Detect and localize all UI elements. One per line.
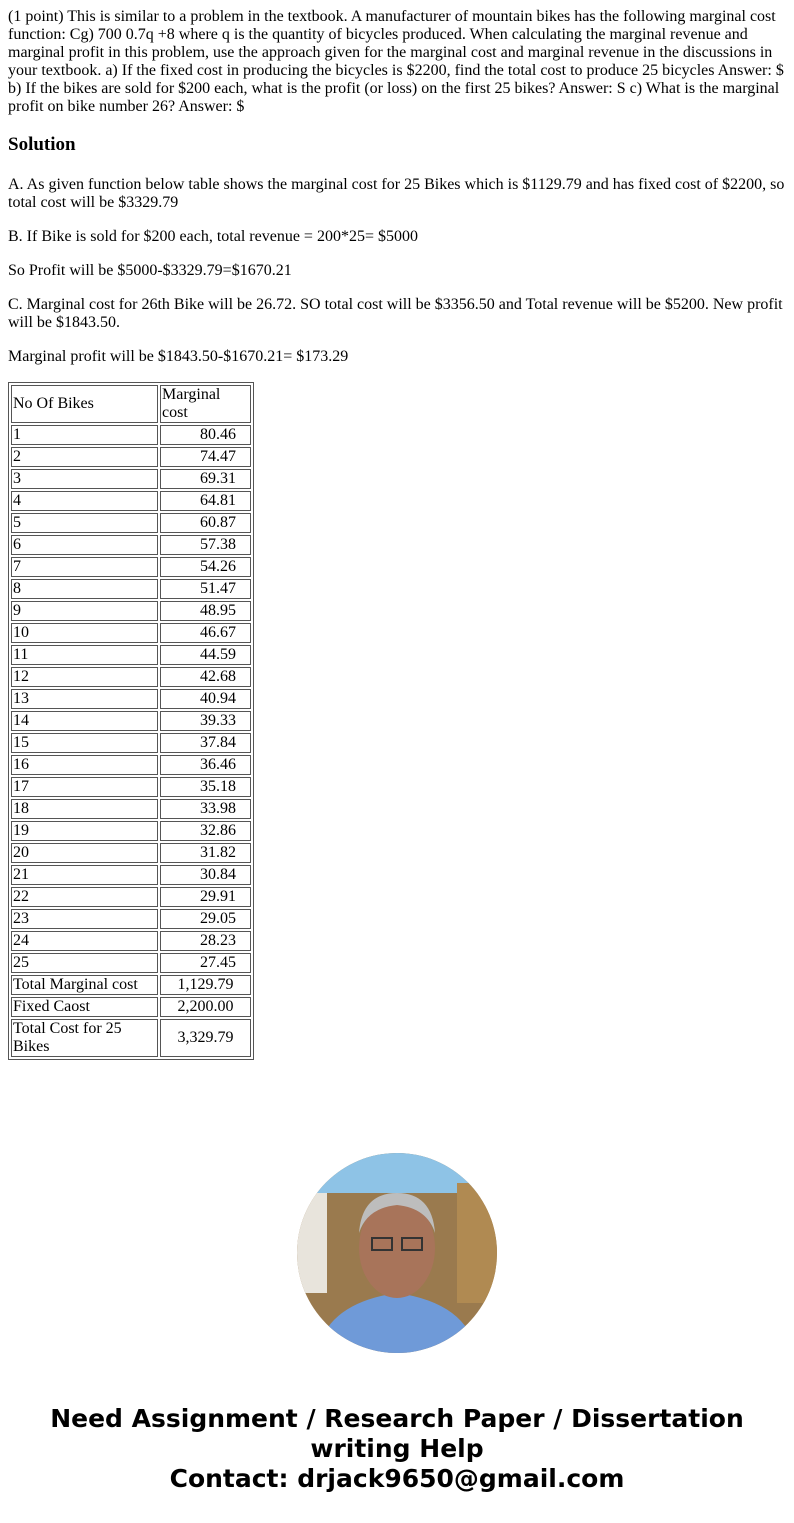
- marginal-cost: 40.94: [160, 689, 251, 709]
- marginal-cost: 39.33: [160, 711, 251, 731]
- bike-number: 24: [11, 931, 158, 951]
- table-row: [11, 513, 251, 533]
- bike-number: 12: [11, 667, 158, 687]
- bike-number: 6: [11, 535, 158, 555]
- total-label: Fixed Caost: [11, 997, 158, 1017]
- marginal-cost: 31.82: [160, 843, 251, 863]
- solution-paragraph: A. As given function below table shows the marginal cost for 25 Bikes which is $1129.79 and has fixed cost of $2200, so total cost will be $3329.79: [8, 176, 785, 211]
- marginal-cost: 28.23: [160, 931, 251, 951]
- bike-number: 15: [11, 733, 158, 753]
- bike-number: 17: [11, 777, 158, 797]
- solution-paragraph: B. If Bike is sold for $200 each, total revenue = 200*25= $5000: [8, 228, 418, 245]
- marginal-cost: 44.59: [160, 645, 251, 665]
- table-row: [11, 931, 251, 951]
- header-cell: No Of Bikes: [11, 385, 158, 423]
- bike-number: 4: [11, 491, 158, 511]
- table-row: [11, 425, 251, 445]
- table-row: [11, 843, 251, 863]
- table-row: [11, 469, 251, 489]
- bike-number: 5: [11, 513, 158, 533]
- table-row: [11, 799, 251, 819]
- marginal-cost: 37.84: [160, 733, 251, 753]
- bike-number: 9: [11, 601, 158, 621]
- bike-number: 20: [11, 843, 158, 863]
- total-value: 1,129.79: [160, 975, 251, 995]
- solution-paragraph: So Profit will be $5000-$3329.79=$1670.21: [8, 262, 292, 279]
- bike-number: 3: [11, 469, 158, 489]
- bike-number: 25: [11, 953, 158, 973]
- table-header-row: [11, 385, 251, 423]
- marginal-cost: 46.67: [160, 623, 251, 643]
- total-row: [11, 975, 251, 995]
- solution-paragraph: Marginal profit will be $1843.50-$1670.21= $173.29: [8, 348, 349, 365]
- total-value: 3,329.79: [160, 1019, 251, 1057]
- marginal-cost: 30.84: [160, 865, 251, 885]
- marginal-cost: 48.95: [160, 601, 251, 621]
- total-value: 2,200.00: [160, 997, 251, 1017]
- header-cell: Marginal cost: [160, 385, 251, 423]
- marginal-cost: 74.47: [160, 447, 251, 467]
- marginal-cost: 60.87: [160, 513, 251, 533]
- table-row: [11, 755, 251, 775]
- marginal-cost: 33.98: [160, 799, 251, 819]
- solution-heading: Solution: [8, 134, 76, 155]
- bike-number: 2: [11, 447, 158, 467]
- bike-number: 18: [11, 799, 158, 819]
- author-photo: [297, 1153, 497, 1353]
- marginal-cost: 27.45: [160, 953, 251, 973]
- marginal-cost: 69.31: [160, 469, 251, 489]
- table-row: [11, 557, 251, 577]
- table-row: [11, 821, 251, 841]
- bike-number: 13: [11, 689, 158, 709]
- bike-number: 11: [11, 645, 158, 665]
- marginal-cost: 35.18: [160, 777, 251, 797]
- bike-number: 22: [11, 887, 158, 907]
- table-row: [11, 579, 251, 599]
- bike-number: 19: [11, 821, 158, 841]
- table-row: [11, 667, 251, 687]
- table-row: [11, 491, 251, 511]
- total-row: [11, 1019, 251, 1057]
- bike-number: 16: [11, 755, 158, 775]
- table-row: [11, 953, 251, 973]
- bike-number: 23: [11, 909, 158, 929]
- table-row: [11, 777, 251, 797]
- table-row: [11, 645, 251, 665]
- marginal-cost: 54.26: [160, 557, 251, 577]
- table-row: [11, 733, 251, 753]
- table-row: [11, 865, 251, 885]
- solution-paragraph: C. Marginal cost for 26th Bike will be 26.72. SO total cost will be $3356.50 and Total revenue will be $5200. New profit will be $1843.50.: [8, 296, 783, 331]
- marginal-cost-table: [8, 382, 254, 1060]
- bike-number: 14: [11, 711, 158, 731]
- table-row: [11, 601, 251, 621]
- table-row: [11, 535, 251, 555]
- marginal-cost: 32.86: [160, 821, 251, 841]
- marginal-cost: 51.47: [160, 579, 251, 599]
- question-text: (1 point) This is similar to a problem in the textbook. A manufacturer of mountain bikes has the following marginal cost function: Cg) 700 0.7q +8 where q is the quantity of bicycles produced. When calculating the marginal revenue and marginal profit in this problem, use the approach given for the marginal cost and marginal revenue in the discussions in your textbook. a) If the fixed cost in producing the bicycles is $2200, find the total cost to produce 25 bicycles Answer: $ b) If the bikes are sold for $200 each, what is the profit (or loss) on the first 25 bikes? Answer: S c) What is the marginal profit on bike number 26? Answer: $: [8, 8, 784, 115]
- marginal-cost: 80.46: [160, 425, 251, 445]
- marginal-cost: 64.81: [160, 491, 251, 511]
- bike-number: 1: [11, 425, 158, 445]
- bike-number: 10: [11, 623, 158, 643]
- marginal-cost: 42.68: [160, 667, 251, 687]
- bike-number: 7: [11, 557, 158, 577]
- footer-line-1: Need Assignment / Research Paper / Dissertation writing Help: [50, 1404, 744, 1463]
- table-row: [11, 711, 251, 731]
- total-row: [11, 997, 251, 1017]
- bike-number: 21: [11, 865, 158, 885]
- table-row: [11, 623, 251, 643]
- marginal-cost: 29.05: [160, 909, 251, 929]
- footer-contact: Contact: drjack9650@gmail.com: [169, 1464, 625, 1493]
- marginal-cost: 57.38: [160, 535, 251, 555]
- table-row: [11, 909, 251, 929]
- total-label: Total Cost for 25 Bikes: [11, 1019, 158, 1057]
- table-row: [11, 689, 251, 709]
- table-row: [11, 447, 251, 467]
- bike-number: 8: [11, 579, 158, 599]
- footer-banner: [0, 1404, 794, 1494]
- marginal-cost: 36.46: [160, 755, 251, 775]
- total-label: Total Marginal cost: [11, 975, 158, 995]
- table-row: [11, 887, 251, 907]
- marginal-cost: 29.91: [160, 887, 251, 907]
